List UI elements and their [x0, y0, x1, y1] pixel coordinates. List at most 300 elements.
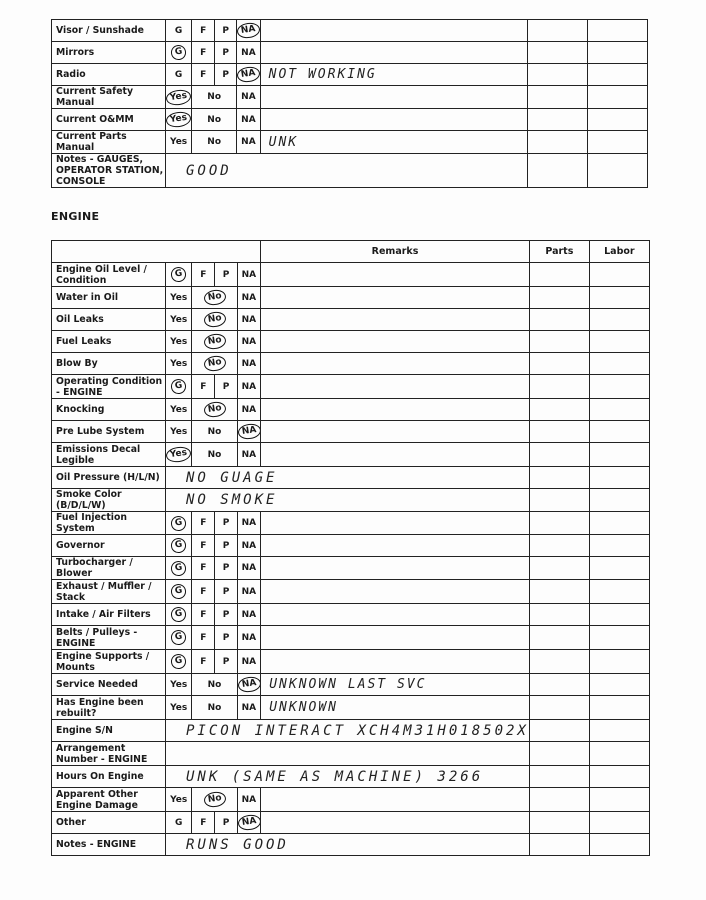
selected-option-circle: No — [203, 333, 227, 351]
table-row — [52, 742, 650, 766]
option-na[interactable] — [237, 512, 261, 535]
option-label: NA — [241, 47, 256, 58]
labor-cell[interactable] — [589, 626, 649, 650]
option-p[interactable] — [215, 557, 237, 580]
selected-option-circle: G — [170, 653, 187, 670]
table-row — [52, 287, 650, 309]
option-g[interactable] — [166, 263, 192, 287]
table-row — [52, 696, 650, 720]
option-label: F — [200, 817, 207, 828]
option-g[interactable] — [166, 512, 192, 535]
option-na[interactable] — [237, 86, 261, 109]
row-label: Other — [52, 812, 166, 834]
labor-cell[interactable] — [589, 788, 649, 812]
remarks-cell[interactable] — [261, 512, 530, 535]
option-label: Yes — [170, 426, 188, 437]
remarks-cell[interactable] — [261, 557, 530, 580]
option-no[interactable] — [192, 109, 237, 131]
option-p[interactable] — [215, 535, 237, 557]
parts-cell[interactable] — [529, 788, 589, 812]
option-f[interactable] — [192, 535, 215, 557]
option-p[interactable] — [215, 42, 237, 64]
option-p[interactable] — [215, 580, 237, 604]
option-no[interactable] — [192, 399, 237, 421]
option-no[interactable] — [192, 331, 237, 353]
row-label: Engine S/N — [52, 720, 166, 742]
table-row — [52, 650, 650, 674]
option-label: NA — [241, 656, 257, 667]
parts-cell[interactable] — [527, 86, 587, 109]
option-yes[interactable] — [166, 131, 192, 154]
option-yes[interactable] — [166, 696, 192, 720]
remarks-cell[interactable] — [261, 535, 530, 557]
labor-cell[interactable] — [587, 20, 647, 42]
table-row — [52, 421, 650, 443]
labor-cell[interactable] — [589, 696, 649, 720]
option-yes[interactable] — [166, 443, 192, 467]
remarks-cell[interactable]: UNKNOWN LAST SVC — [261, 674, 530, 696]
option-g[interactable] — [166, 42, 192, 64]
parts-cell[interactable] — [529, 650, 589, 674]
labor-cell[interactable] — [589, 766, 649, 788]
option-na[interactable] — [237, 42, 261, 64]
row-label: Operating Condition - ENGINE — [52, 375, 166, 399]
option-label: Yes — [170, 137, 188, 147]
remarks-cell[interactable] — [260, 42, 527, 64]
labor-cell[interactable] — [589, 604, 649, 626]
option-p[interactable] — [215, 375, 237, 399]
option-p[interactable] — [215, 626, 237, 650]
option-label: NA — [241, 632, 257, 643]
option-f[interactable] — [192, 626, 215, 650]
option-f[interactable] — [192, 580, 215, 604]
option-na[interactable] — [237, 131, 261, 154]
option-label: No — [207, 137, 222, 147]
parts-cell[interactable] — [529, 375, 589, 399]
table-row — [52, 64, 648, 86]
remarks-cell[interactable] — [261, 375, 530, 399]
labor-cell[interactable] — [587, 42, 647, 64]
parts-cell[interactable] — [529, 489, 589, 512]
option-no[interactable] — [192, 443, 237, 467]
option-f[interactable] — [192, 20, 215, 42]
labor-cell[interactable] — [587, 64, 647, 86]
remarks-cell[interactable] — [261, 604, 530, 626]
parts-cell[interactable] — [529, 604, 589, 626]
option-label: P — [222, 656, 230, 667]
option-no[interactable] — [192, 131, 237, 154]
table-row — [52, 375, 650, 399]
selected-option-circle: G — [170, 378, 187, 395]
option-g[interactable] — [166, 604, 192, 626]
remarks-cell[interactable] — [261, 353, 530, 375]
option-label: NA — [241, 794, 257, 805]
option-label: G — [174, 25, 183, 36]
option-label: No — [207, 114, 222, 125]
parts-cell[interactable] — [529, 580, 589, 604]
option-na[interactable] — [237, 674, 261, 696]
selected-option-circle: No — [203, 311, 227, 329]
selected-option-circle: G — [170, 537, 187, 554]
selected-option-circle: G — [170, 606, 187, 623]
option-label: Yes — [170, 292, 188, 303]
option-yes[interactable] — [166, 287, 192, 309]
table-row — [52, 674, 650, 696]
remarks-cell[interactable] — [261, 399, 530, 421]
option-label: NA — [241, 358, 257, 369]
parts-cell[interactable] — [527, 64, 587, 86]
parts-cell[interactable] — [529, 353, 589, 375]
remarks-cell[interactable]: NOT WORKING — [260, 64, 527, 86]
labor-cell[interactable] — [589, 399, 649, 421]
selected-option-circle: NA — [237, 22, 261, 40]
option-no[interactable] — [192, 421, 237, 443]
labor-cell[interactable] — [589, 421, 649, 443]
parts-cell[interactable] — [529, 331, 589, 353]
selected-option-circle: No — [203, 401, 227, 419]
table-row — [52, 467, 650, 489]
option-label: No — [207, 426, 222, 437]
row-label: Engine Oil Level / Condition — [52, 263, 166, 287]
table-row — [52, 512, 650, 535]
table-row — [52, 399, 650, 421]
option-label: G — [174, 817, 183, 828]
row-label: Current Parts Manual — [52, 131, 166, 154]
labor-cell[interactable] — [587, 131, 647, 154]
labor-cell[interactable] — [589, 557, 649, 580]
option-no[interactable] — [192, 353, 237, 375]
table-row — [52, 353, 650, 375]
parts-cell[interactable] — [529, 263, 589, 287]
row-label: Visor / Sunshade — [52, 20, 166, 42]
labor-cell[interactable] — [587, 109, 647, 131]
option-p[interactable] — [215, 650, 237, 674]
option-na[interactable] — [237, 650, 261, 674]
labor-cell[interactable] — [589, 443, 649, 467]
option-na[interactable] — [237, 109, 261, 131]
remarks-cell[interactable]: GOOD — [166, 154, 528, 188]
option-yes[interactable] — [166, 421, 192, 443]
parts-cell[interactable] — [529, 421, 589, 443]
option-g[interactable] — [166, 64, 192, 86]
parts-cell[interactable] — [529, 309, 589, 331]
remarks-cell[interactable] — [261, 287, 530, 309]
option-g[interactable] — [166, 535, 192, 557]
remarks-cell[interactable] — [260, 109, 527, 131]
remarks-cell[interactable] — [261, 263, 530, 287]
labor-cell[interactable] — [589, 309, 649, 331]
table-row — [52, 580, 650, 604]
selected-option-circle: G — [170, 629, 187, 646]
labor-cell[interactable] — [589, 580, 649, 604]
row-label: Apparent Other Engine Damage — [52, 788, 166, 812]
option-na[interactable] — [237, 20, 261, 42]
table-row — [52, 331, 650, 353]
remarks-cell[interactable] — [261, 626, 530, 650]
header-labor: Labor — [589, 241, 649, 263]
option-label: NA — [241, 92, 256, 102]
option-f[interactable] — [192, 557, 215, 580]
option-label: NA — [241, 404, 257, 415]
option-no[interactable] — [192, 309, 237, 331]
parts-cell[interactable] — [529, 766, 589, 788]
selected-option-circle: NA — [237, 676, 261, 694]
option-na[interactable] — [237, 557, 261, 580]
selected-option-circle: No — [203, 355, 227, 373]
option-na[interactable] — [237, 64, 261, 86]
table-row — [52, 154, 648, 188]
option-na[interactable] — [237, 263, 261, 287]
row-label: Belts / Pulleys - ENGINE — [52, 626, 166, 650]
option-label: NA — [241, 292, 257, 303]
header-blank-cell — [52, 241, 261, 263]
option-na[interactable] — [237, 604, 261, 626]
option-na[interactable] — [237, 287, 261, 309]
remarks-cell[interactable]: RUNS GOOD — [166, 834, 530, 856]
option-g[interactable] — [166, 557, 192, 580]
option-na[interactable] — [237, 580, 261, 604]
parts-cell[interactable] — [527, 42, 587, 64]
remarks-cell[interactable] — [166, 742, 530, 766]
selected-option-circle: Yes — [166, 110, 192, 128]
option-na[interactable] — [237, 331, 261, 353]
option-label: P — [222, 632, 230, 643]
option-label: P — [222, 47, 229, 58]
row-label: Hours On Engine — [52, 766, 166, 788]
option-yes[interactable] — [166, 109, 192, 131]
option-na[interactable] — [237, 375, 261, 399]
option-f[interactable] — [192, 375, 215, 399]
remarks-cell[interactable]: NO SMOKE — [166, 489, 530, 512]
remarks-cell[interactable] — [261, 788, 530, 812]
option-label: No — [207, 702, 222, 713]
remarks-cell[interactable]: UNKNOWN — [261, 696, 530, 720]
selected-option-circle: G — [170, 266, 187, 283]
option-label: NA — [241, 518, 257, 528]
table-row — [52, 309, 650, 331]
remarks-cell[interactable] — [261, 421, 530, 443]
header-parts: Parts — [529, 241, 589, 263]
selected-option-circle: NA — [237, 66, 261, 84]
parts-cell[interactable] — [529, 626, 589, 650]
row-label: Current O&MM — [52, 109, 166, 131]
option-label: No — [207, 679, 222, 690]
parts-cell[interactable] — [529, 512, 589, 535]
option-label: P — [222, 817, 230, 828]
option-p[interactable] — [215, 20, 237, 42]
parts-cell[interactable] — [527, 109, 587, 131]
option-no[interactable] — [192, 86, 237, 109]
option-label: F — [200, 69, 207, 80]
option-na[interactable] — [237, 353, 261, 375]
option-f[interactable] — [192, 650, 215, 674]
parts-cell[interactable] — [527, 131, 587, 154]
option-label: Yes — [170, 336, 188, 347]
parts-cell[interactable] — [527, 154, 587, 188]
option-yes[interactable] — [166, 674, 192, 696]
option-label: G — [174, 69, 183, 80]
option-label: P — [222, 518, 230, 528]
parts-cell[interactable] — [529, 467, 589, 489]
option-label: Yes — [170, 358, 188, 369]
remarks-cell[interactable] — [260, 20, 527, 42]
option-g[interactable] — [166, 626, 192, 650]
option-label: P — [222, 586, 230, 597]
engine-inspection-table — [51, 240, 650, 856]
option-p[interactable] — [215, 64, 237, 86]
option-label: NA — [241, 269, 257, 280]
option-label: NA — [241, 702, 257, 713]
row-label: Oil Pressure (H/L/N) — [52, 467, 166, 489]
option-label: NA — [241, 609, 257, 620]
option-g[interactable] — [166, 650, 192, 674]
option-label: F — [200, 563, 207, 573]
parts-cell[interactable] — [529, 742, 589, 766]
parts-cell[interactable] — [529, 535, 589, 557]
option-yes[interactable] — [166, 331, 192, 353]
option-label: NA — [241, 449, 257, 460]
option-label: F — [200, 656, 207, 667]
option-yes[interactable] — [166, 788, 192, 812]
option-label: NA — [241, 314, 257, 325]
option-f[interactable] — [192, 512, 215, 535]
option-no[interactable] — [192, 696, 237, 720]
option-na[interactable] — [237, 812, 261, 834]
labor-cell[interactable] — [587, 86, 647, 109]
labor-cell[interactable] — [589, 812, 649, 834]
row-label: Fuel Leaks — [52, 331, 166, 353]
option-f[interactable] — [192, 64, 215, 86]
table-row — [52, 834, 650, 856]
option-g[interactable] — [166, 812, 192, 834]
parts-cell[interactable] — [529, 812, 589, 834]
parts-cell[interactable] — [529, 443, 589, 467]
table-row — [52, 626, 650, 650]
option-label: Yes — [170, 314, 188, 325]
table-row — [52, 489, 650, 512]
option-label: No — [207, 449, 222, 460]
option-yes[interactable] — [166, 86, 192, 109]
option-label: F — [200, 632, 207, 643]
option-p[interactable] — [215, 604, 237, 626]
parts-cell[interactable] — [529, 287, 589, 309]
option-no[interactable] — [192, 674, 237, 696]
labor-cell[interactable] — [589, 287, 649, 309]
option-label: F — [200, 540, 207, 551]
option-label: Yes — [170, 404, 188, 415]
option-p[interactable] — [215, 512, 237, 535]
remarks-cell[interactable]: UNK — [260, 131, 527, 154]
labor-cell[interactable] — [589, 353, 649, 375]
remarks-cell[interactable] — [260, 86, 527, 109]
option-na[interactable] — [237, 788, 261, 812]
row-label: Engine Supports / Mounts — [52, 650, 166, 674]
table-row — [52, 109, 648, 131]
labor-cell[interactable] — [589, 834, 649, 856]
option-na[interactable] — [237, 626, 261, 650]
option-yes[interactable] — [166, 353, 192, 375]
row-label: Smoke Color (B/D/L/W) — [52, 489, 166, 512]
option-yes[interactable] — [166, 309, 192, 331]
table-row — [52, 766, 650, 788]
row-label: Governor — [52, 535, 166, 557]
row-label: Notes - GAUGES, OPERATOR STATION, CONSOLE — [52, 154, 166, 188]
option-na[interactable] — [237, 421, 261, 443]
remarks-cell[interactable] — [261, 331, 530, 353]
labor-cell[interactable] — [589, 720, 649, 742]
remarks-cell[interactable] — [261, 812, 530, 834]
labor-cell[interactable] — [589, 742, 649, 766]
labor-cell[interactable] — [589, 489, 649, 512]
remarks-cell[interactable] — [261, 443, 530, 467]
row-label: Current Safety Manual — [52, 86, 166, 109]
remarks-cell[interactable] — [261, 309, 530, 331]
option-na[interactable] — [237, 696, 261, 720]
labor-cell[interactable] — [589, 535, 649, 557]
labor-cell[interactable] — [589, 467, 649, 489]
table-row — [52, 535, 650, 557]
option-p[interactable] — [215, 812, 237, 834]
option-no[interactable] — [192, 287, 237, 309]
labor-cell[interactable] — [589, 650, 649, 674]
parts-cell[interactable] — [529, 674, 589, 696]
row-label: Water in Oil — [52, 287, 166, 309]
option-g[interactable] — [166, 375, 192, 399]
labor-cell[interactable] — [589, 512, 649, 535]
option-na[interactable] — [237, 535, 261, 557]
option-g[interactable] — [166, 20, 192, 42]
parts-cell[interactable] — [527, 20, 587, 42]
option-f[interactable] — [192, 604, 215, 626]
option-f[interactable] — [192, 812, 215, 834]
labor-cell[interactable] — [589, 263, 649, 287]
remarks-cell[interactable]: NO GUAGE — [166, 467, 530, 489]
labor-cell[interactable] — [589, 375, 649, 399]
option-label: F — [200, 47, 207, 58]
option-f[interactable] — [192, 42, 215, 64]
parts-cell[interactable] — [529, 834, 589, 856]
option-label: NA — [241, 381, 257, 392]
option-na[interactable] — [237, 443, 261, 467]
labor-cell[interactable] — [587, 154, 647, 188]
labor-cell[interactable] — [589, 674, 649, 696]
parts-cell[interactable] — [529, 557, 589, 580]
option-label: F — [200, 381, 207, 392]
option-na[interactable] — [237, 309, 261, 331]
selected-option-circle: NA — [237, 814, 261, 832]
remarks-cell[interactable]: PICON INTERACT XCH4M31H018502X — [166, 720, 530, 742]
option-label: NA — [241, 586, 257, 597]
option-p[interactable] — [215, 263, 237, 287]
parts-cell[interactable] — [529, 399, 589, 421]
option-label: F — [200, 586, 207, 597]
option-no[interactable] — [192, 788, 237, 812]
remarks-cell[interactable] — [261, 650, 530, 674]
option-yes[interactable] — [166, 399, 192, 421]
option-f[interactable] — [192, 263, 215, 287]
table-row — [52, 86, 648, 109]
option-g[interactable] — [166, 580, 192, 604]
selected-option-circle: Yes — [166, 88, 192, 106]
option-na[interactable] — [237, 399, 261, 421]
labor-cell[interactable] — [589, 331, 649, 353]
parts-cell[interactable] — [529, 696, 589, 720]
remarks-cell[interactable] — [261, 580, 530, 604]
row-label: Has Engine been rebuilt? — [52, 696, 166, 720]
parts-cell[interactable] — [529, 720, 589, 742]
remarks-cell[interactable]: UNK (SAME AS MACHINE) 3266 — [166, 766, 530, 788]
row-label: Fuel Injection System — [52, 512, 166, 535]
